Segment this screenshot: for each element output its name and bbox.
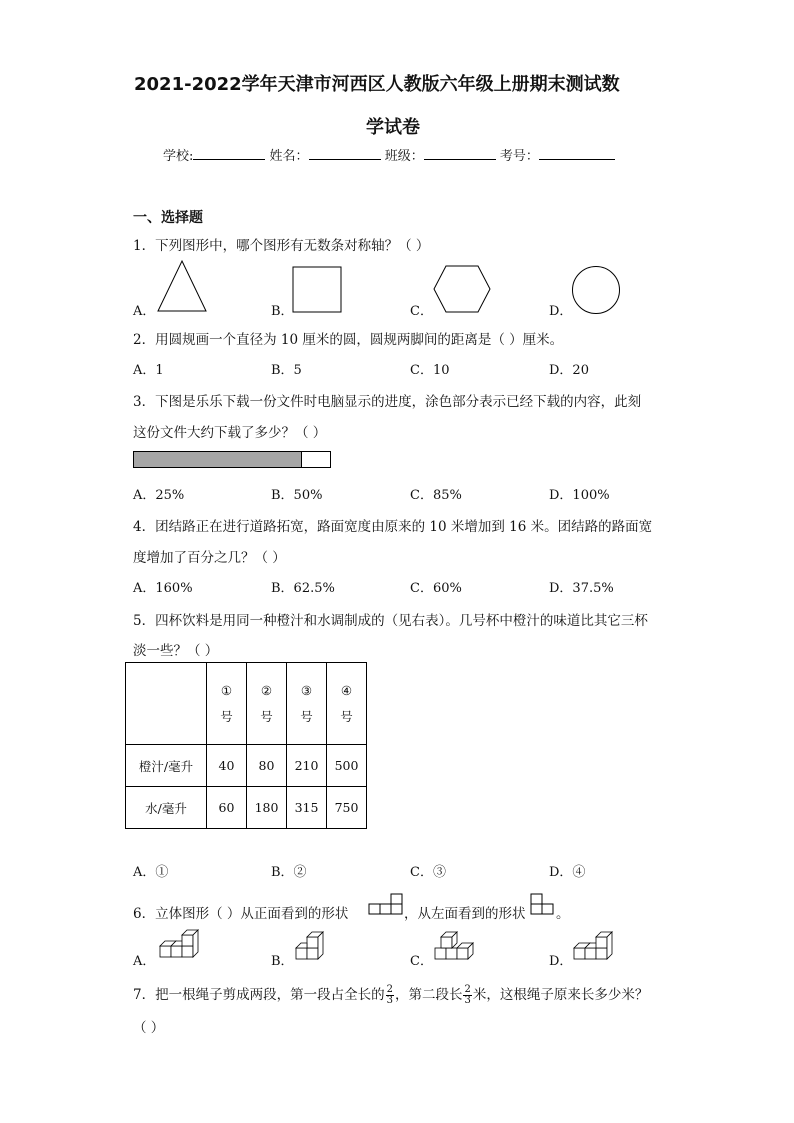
q4-option-c[interactable]: C．60%: [410, 581, 462, 596]
q6-option-c[interactable]: C．: [410, 954, 433, 969]
table-cell: 500: [327, 745, 367, 787]
q3-option-c[interactable]: C．85%: [410, 488, 462, 503]
circle-icon: [571, 265, 623, 317]
table-header-row: [126, 663, 367, 745]
fraction-first-segment: $\frac{2}{3}$: [386, 984, 393, 1006]
q2-option-b[interactable]: B．5: [271, 363, 302, 378]
table-cell: 40: [207, 745, 247, 787]
question-7-part1: 7．把一根绳子剪成两段，第一段占全长的: [133, 987, 385, 1003]
table-row-label: 水/毫升: [126, 787, 207, 829]
table-cell: 210: [287, 745, 327, 787]
download-progress-bar: [133, 451, 331, 468]
table-corner-cell: [126, 663, 207, 745]
q1-option-d[interactable]: D．: [549, 304, 573, 319]
q2-option-d[interactable]: D．20: [549, 363, 589, 378]
table-header-cup-3: ③ 号: [287, 663, 327, 745]
table-cell: 80: [247, 745, 287, 787]
page-title-line1: 2021-2022学年天津市河西区人教版六年级上册期末测试数: [134, 74, 620, 95]
front-view-icon: [368, 893, 404, 915]
number-blank[interactable]: [539, 147, 615, 160]
hexagon-icon: [432, 264, 492, 314]
page-title-line2: 学试卷: [366, 117, 420, 138]
q5-option-d[interactable]: D．④: [549, 865, 586, 880]
question-6-part1: 6．立体图形（ ）从正面看到的形状: [133, 906, 349, 922]
student-info-line: [163, 145, 615, 164]
school-blank[interactable]: [193, 147, 265, 160]
cube-stack-c-icon: [433, 928, 481, 964]
table-row: [126, 745, 367, 787]
question-5-line2: 淡一些？（ ）: [133, 643, 219, 659]
fraction-second-segment: $\frac{2}{3}$: [464, 984, 471, 1006]
q4-option-a[interactable]: A．160%: [133, 581, 193, 596]
juice-ratio-table: [125, 662, 367, 829]
left-view-icon: [530, 893, 556, 915]
table-cell: 750: [327, 787, 367, 829]
question-6-part2: ，从左面看到的形状: [404, 906, 526, 922]
class-label: 班级：: [384, 149, 424, 164]
q4-option-d[interactable]: D．37.5%: [549, 581, 614, 596]
table-header-cup-4: ④ 号: [327, 663, 367, 745]
table-header-cup-2: ② 号: [247, 663, 287, 745]
table-row: [126, 787, 367, 829]
q5-option-a[interactable]: A．①: [133, 865, 169, 880]
q1-option-c[interactable]: C．: [410, 304, 433, 319]
q3-option-a[interactable]: A．25%: [133, 488, 185, 503]
cube-stack-b-icon: [294, 928, 328, 964]
table-row-label: 橙汁/毫升: [126, 745, 207, 787]
question-3-line2: 这份文件大约下载了多少？（ ）: [133, 425, 327, 441]
question-7-line2: （ ）: [133, 1020, 165, 1036]
question-7-text: [133, 983, 648, 1006]
section-heading: 一、选择题: [133, 210, 203, 226]
q6-option-d[interactable]: D．: [549, 954, 573, 969]
q4-option-b[interactable]: B．62.5%: [271, 581, 335, 596]
q6-option-b[interactable]: B．: [271, 954, 294, 969]
download-progress-fill: [134, 452, 302, 467]
question-6-part3: 。: [556, 906, 570, 922]
square-icon: [292, 266, 344, 314]
cube-stack-d-icon: [572, 928, 620, 964]
name-label: 姓名：: [269, 149, 309, 164]
q2-option-c[interactable]: C．10: [410, 363, 450, 378]
q5-option-c[interactable]: C．③: [410, 865, 446, 880]
question-7-part3: 米，这根绳子原来长多少米？: [472, 987, 649, 1003]
question-4-line1: 4．团结路正在进行道路拓宽，路面宽度由原来的 10 米增加到 16 米。团结路的路面宽: [133, 519, 653, 535]
question-7-part2: ，第二段长: [394, 987, 463, 1003]
q2-option-a[interactable]: A．1: [133, 363, 164, 378]
table-cell: 180: [247, 787, 287, 829]
q1-option-a[interactable]: A．: [133, 304, 156, 319]
question-3-line1: 3．下图是乐乐下载一份文件时电脑显示的进度，涂色部分表示已经下载的内容，此刻: [133, 394, 642, 410]
triangle-icon: [156, 259, 208, 313]
number-label: 考号：: [499, 149, 539, 164]
cube-stack-a-icon: [158, 928, 204, 962]
question-1-text: 1．下列图形中，哪个图形有无数条对称轴？（ ）: [133, 238, 430, 254]
name-blank[interactable]: [309, 147, 381, 160]
q3-option-d[interactable]: D．100%: [549, 488, 610, 503]
q5-option-b[interactable]: B．②: [271, 865, 307, 880]
question-4-line2: 度增加了百分之几？（ ）: [133, 550, 286, 566]
question-5-line1: 5．四杯饮料是用同一种橙汁和水调制成的（见右表）。几号杯中橙汁的味道比其它三杯: [133, 613, 648, 629]
class-blank[interactable]: [424, 147, 496, 160]
q6-option-a[interactable]: A．: [133, 954, 156, 969]
question-2-text: 2．用圆规画一个直径为 10 厘米的圆，圆规两脚间的距离是（ ）厘米。: [133, 332, 564, 348]
q1-option-b[interactable]: B．: [271, 304, 294, 319]
school-label: 学校:: [163, 149, 194, 164]
table-cell: 60: [207, 787, 247, 829]
table-header-cup-1: ① 号: [207, 663, 247, 745]
q3-option-b[interactable]: B．50%: [271, 488, 323, 503]
table-cell: 315: [287, 787, 327, 829]
